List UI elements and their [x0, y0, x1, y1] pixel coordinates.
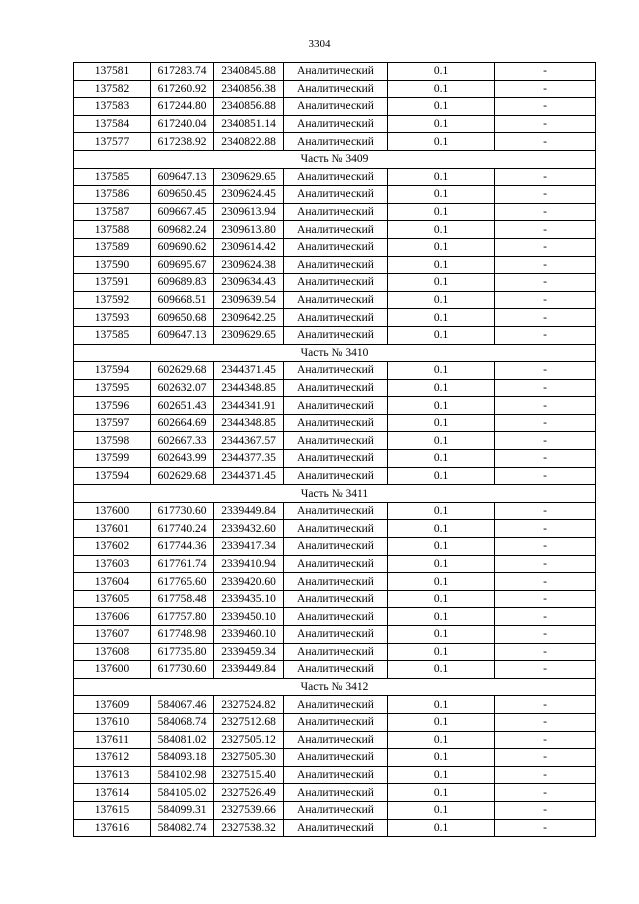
y-coordinate-cell: 2344348.85 — [214, 414, 284, 432]
x-coordinate-cell: 617758.48 — [151, 590, 214, 608]
accuracy-cell: 0.1 — [388, 274, 495, 292]
accuracy-cell: 0.1 — [388, 450, 495, 468]
x-coordinate-cell: 584068.74 — [151, 713, 214, 731]
note-cell: - — [495, 696, 596, 714]
y-coordinate-cell: 2309629.65 — [214, 168, 284, 186]
x-coordinate-cell: 609668.51 — [151, 291, 214, 309]
table-row — [74, 608, 596, 626]
table-row — [74, 450, 596, 468]
y-coordinate-cell: 2309639.54 — [214, 291, 284, 309]
x-coordinate-cell: 617740.24 — [151, 520, 214, 538]
y-coordinate-cell: 2309624.38 — [214, 256, 284, 274]
x-coordinate-cell: 617757.80 — [151, 608, 214, 626]
accuracy-cell: 0.1 — [388, 538, 495, 556]
y-coordinate-cell: 2309634.43 — [214, 274, 284, 292]
table-row — [74, 766, 596, 784]
note-cell: - — [495, 274, 596, 292]
method-cell: Аналитический — [284, 801, 388, 819]
note-cell: - — [495, 168, 596, 186]
y-coordinate-cell: 2309642.25 — [214, 309, 284, 327]
x-coordinate-cell: 609695.67 — [151, 256, 214, 274]
note-cell: - — [495, 432, 596, 450]
x-coordinate-cell: 609647.13 — [151, 326, 214, 344]
y-coordinate-cell: 2327515.40 — [214, 766, 284, 784]
x-coordinate-cell: 617238.92 — [151, 133, 214, 151]
accuracy-cell: 0.1 — [388, 63, 495, 81]
table-row — [74, 590, 596, 608]
section-title: Часть № 3411 — [74, 485, 596, 503]
note-cell: - — [495, 626, 596, 644]
x-coordinate-cell: 602629.68 — [151, 362, 214, 380]
method-cell: Аналитический — [284, 643, 388, 661]
table-row — [74, 186, 596, 204]
accuracy-cell: 0.1 — [388, 238, 495, 256]
method-cell: Аналитический — [284, 608, 388, 626]
point-id-cell: 137607 — [74, 626, 151, 644]
section-header-row — [74, 678, 596, 696]
table-row — [74, 626, 596, 644]
x-coordinate-cell: 617744.36 — [151, 538, 214, 556]
table-row — [74, 643, 596, 661]
point-id-cell: 137613 — [74, 766, 151, 784]
note-cell: - — [495, 731, 596, 749]
method-cell: Аналитический — [284, 379, 388, 397]
x-coordinate-cell: 602632.07 — [151, 379, 214, 397]
point-id-cell: 137598 — [74, 432, 151, 450]
point-id-cell: 137586 — [74, 186, 151, 204]
accuracy-cell: 0.1 — [388, 801, 495, 819]
accuracy-cell: 0.1 — [388, 555, 495, 573]
y-coordinate-cell: 2327524.82 — [214, 696, 284, 714]
method-cell: Аналитический — [284, 115, 388, 133]
method-cell: Аналитический — [284, 291, 388, 309]
method-cell: Аналитический — [284, 397, 388, 415]
x-coordinate-cell: 584081.02 — [151, 731, 214, 749]
note-cell: - — [495, 256, 596, 274]
point-id-cell: 137600 — [74, 661, 151, 679]
section-header-row — [74, 485, 596, 503]
table-row — [74, 713, 596, 731]
method-cell: Аналитический — [284, 221, 388, 239]
point-id-cell: 137595 — [74, 379, 151, 397]
point-id-cell: 137597 — [74, 414, 151, 432]
accuracy-cell: 0.1 — [388, 115, 495, 133]
point-id-cell: 137584 — [74, 115, 151, 133]
accuracy-cell: 0.1 — [388, 414, 495, 432]
accuracy-cell: 0.1 — [388, 80, 495, 98]
y-coordinate-cell: 2327538.32 — [214, 819, 284, 837]
x-coordinate-cell: 617730.60 — [151, 661, 214, 679]
y-coordinate-cell: 2344377.35 — [214, 450, 284, 468]
method-cell: Аналитический — [284, 573, 388, 591]
note-cell: - — [495, 467, 596, 485]
table-row — [74, 538, 596, 556]
note-cell: - — [495, 590, 596, 608]
method-cell: Аналитический — [284, 749, 388, 767]
accuracy-cell: 0.1 — [388, 819, 495, 837]
point-id-cell: 137616 — [74, 819, 151, 837]
accuracy-cell: 0.1 — [388, 98, 495, 116]
accuracy-cell: 0.1 — [388, 221, 495, 239]
x-coordinate-cell: 584099.31 — [151, 801, 214, 819]
x-coordinate-cell: 602629.68 — [151, 467, 214, 485]
accuracy-cell: 0.1 — [388, 573, 495, 591]
point-id-cell: 137596 — [74, 397, 151, 415]
y-coordinate-cell: 2327505.12 — [214, 731, 284, 749]
method-cell: Аналитический — [284, 414, 388, 432]
table-row — [74, 801, 596, 819]
table-row — [74, 326, 596, 344]
accuracy-cell: 0.1 — [388, 731, 495, 749]
x-coordinate-cell: 602643.99 — [151, 450, 214, 468]
accuracy-cell: 0.1 — [388, 256, 495, 274]
note-cell: - — [495, 186, 596, 204]
method-cell: Аналитический — [284, 696, 388, 714]
note-cell: - — [495, 379, 596, 397]
x-coordinate-cell: 584102.98 — [151, 766, 214, 784]
method-cell: Аналитический — [284, 432, 388, 450]
note-cell: - — [495, 203, 596, 221]
note-cell: - — [495, 608, 596, 626]
y-coordinate-cell: 2339417.34 — [214, 538, 284, 556]
y-coordinate-cell: 2309613.94 — [214, 203, 284, 221]
y-coordinate-cell: 2340822.88 — [214, 133, 284, 151]
point-id-cell: 137606 — [74, 608, 151, 626]
accuracy-cell: 0.1 — [388, 133, 495, 151]
method-cell: Аналитический — [284, 362, 388, 380]
method-cell: Аналитический — [284, 731, 388, 749]
note-cell: - — [495, 362, 596, 380]
point-id-cell: 137614 — [74, 784, 151, 802]
x-coordinate-cell: 584105.02 — [151, 784, 214, 802]
accuracy-cell: 0.1 — [388, 432, 495, 450]
y-coordinate-cell: 2344367.57 — [214, 432, 284, 450]
method-cell: Аналитический — [284, 626, 388, 644]
table-row — [74, 203, 596, 221]
y-coordinate-cell: 2339449.84 — [214, 661, 284, 679]
method-cell: Аналитический — [284, 203, 388, 221]
method-cell: Аналитический — [284, 186, 388, 204]
note-cell: - — [495, 555, 596, 573]
note-cell: - — [495, 819, 596, 837]
section-header-row — [74, 344, 596, 362]
y-coordinate-cell: 2340856.88 — [214, 98, 284, 116]
method-cell: Аналитический — [284, 784, 388, 802]
accuracy-cell: 0.1 — [388, 186, 495, 204]
table-row — [74, 555, 596, 573]
note-cell: - — [495, 309, 596, 327]
point-id-cell: 137577 — [74, 133, 151, 151]
note-cell: - — [495, 784, 596, 802]
point-id-cell: 137590 — [74, 256, 151, 274]
y-coordinate-cell: 2339410.94 — [214, 555, 284, 573]
table-row — [74, 432, 596, 450]
table-row — [74, 379, 596, 397]
accuracy-cell: 0.1 — [388, 362, 495, 380]
note-cell: - — [495, 573, 596, 591]
table-row — [74, 80, 596, 98]
point-id-cell: 137601 — [74, 520, 151, 538]
y-coordinate-cell: 2309629.65 — [214, 326, 284, 344]
accuracy-cell: 0.1 — [388, 749, 495, 767]
accuracy-cell: 0.1 — [388, 467, 495, 485]
accuracy-cell: 0.1 — [388, 502, 495, 520]
y-coordinate-cell: 2309614.42 — [214, 238, 284, 256]
y-coordinate-cell: 2327505.30 — [214, 749, 284, 767]
table-row — [74, 274, 596, 292]
x-coordinate-cell: 609690.62 — [151, 238, 214, 256]
table-row — [74, 291, 596, 309]
point-id-cell: 137608 — [74, 643, 151, 661]
note-cell: - — [495, 414, 596, 432]
table-row — [74, 819, 596, 837]
y-coordinate-cell: 2327539.66 — [214, 801, 284, 819]
table-row — [74, 784, 596, 802]
accuracy-cell: 0.1 — [388, 309, 495, 327]
method-cell: Аналитический — [284, 555, 388, 573]
method-cell: Аналитический — [284, 502, 388, 520]
note-cell: - — [495, 520, 596, 538]
section-title: Часть № 3410 — [74, 344, 596, 362]
x-coordinate-cell: 584067.46 — [151, 696, 214, 714]
table-row — [74, 98, 596, 116]
table-row — [74, 414, 596, 432]
method-cell: Аналитический — [284, 168, 388, 186]
method-cell: Аналитический — [284, 274, 388, 292]
accuracy-cell: 0.1 — [388, 520, 495, 538]
x-coordinate-cell: 617735.80 — [151, 643, 214, 661]
section-title: Часть № 3409 — [74, 150, 596, 168]
accuracy-cell: 0.1 — [388, 784, 495, 802]
method-cell: Аналитический — [284, 819, 388, 837]
table-row — [74, 256, 596, 274]
note-cell: - — [495, 749, 596, 767]
accuracy-cell: 0.1 — [388, 397, 495, 415]
note-cell: - — [495, 326, 596, 344]
method-cell: Аналитический — [284, 63, 388, 81]
point-id-cell: 137604 — [74, 573, 151, 591]
x-coordinate-cell: 617283.74 — [151, 63, 214, 81]
point-id-cell: 137582 — [74, 80, 151, 98]
point-id-cell: 137611 — [74, 731, 151, 749]
method-cell: Аналитический — [284, 133, 388, 151]
y-coordinate-cell: 2340845.88 — [214, 63, 284, 81]
table-row — [74, 238, 596, 256]
table-row — [74, 661, 596, 679]
x-coordinate-cell: 584082.74 — [151, 819, 214, 837]
table-row — [74, 573, 596, 591]
y-coordinate-cell: 2339420.60 — [214, 573, 284, 591]
x-coordinate-cell: 617761.74 — [151, 555, 214, 573]
point-id-cell: 137612 — [74, 749, 151, 767]
y-coordinate-cell: 2339459.34 — [214, 643, 284, 661]
method-cell: Аналитический — [284, 309, 388, 327]
note-cell: - — [495, 397, 596, 415]
point-id-cell: 137585 — [74, 326, 151, 344]
note-cell: - — [495, 221, 596, 239]
x-coordinate-cell: 617748.98 — [151, 626, 214, 644]
accuracy-cell: 0.1 — [388, 713, 495, 731]
method-cell: Аналитический — [284, 80, 388, 98]
coordinates-table — [73, 62, 596, 837]
x-coordinate-cell: 609667.45 — [151, 203, 214, 221]
point-id-cell: 137605 — [74, 590, 151, 608]
accuracy-cell: 0.1 — [388, 766, 495, 784]
method-cell: Аналитический — [284, 661, 388, 679]
x-coordinate-cell: 609650.68 — [151, 309, 214, 327]
table-row — [74, 467, 596, 485]
accuracy-cell: 0.1 — [388, 203, 495, 221]
x-coordinate-cell: 602667.33 — [151, 432, 214, 450]
method-cell: Аналитический — [284, 520, 388, 538]
y-coordinate-cell: 2339449.84 — [214, 502, 284, 520]
note-cell: - — [495, 766, 596, 784]
method-cell: Аналитический — [284, 467, 388, 485]
y-coordinate-cell: 2344341.91 — [214, 397, 284, 415]
section-header-row — [74, 150, 596, 168]
note-cell: - — [495, 538, 596, 556]
table-row — [74, 63, 596, 81]
note-cell: - — [495, 801, 596, 819]
point-id-cell: 137615 — [74, 801, 151, 819]
y-coordinate-cell: 2344371.45 — [214, 362, 284, 380]
x-coordinate-cell: 609689.83 — [151, 274, 214, 292]
y-coordinate-cell: 2340851.14 — [214, 115, 284, 133]
x-coordinate-cell: 609682.24 — [151, 221, 214, 239]
y-coordinate-cell: 2327526.49 — [214, 784, 284, 802]
point-id-cell: 137594 — [74, 467, 151, 485]
method-cell: Аналитический — [284, 256, 388, 274]
y-coordinate-cell: 2309624.45 — [214, 186, 284, 204]
method-cell: Аналитический — [284, 450, 388, 468]
table-row — [74, 168, 596, 186]
point-id-cell: 137603 — [74, 555, 151, 573]
x-coordinate-cell: 584093.18 — [151, 749, 214, 767]
x-coordinate-cell: 602651.43 — [151, 397, 214, 415]
note-cell: - — [495, 98, 596, 116]
table-row — [74, 520, 596, 538]
y-coordinate-cell: 2344348.85 — [214, 379, 284, 397]
x-coordinate-cell: 609650.45 — [151, 186, 214, 204]
point-id-cell: 137581 — [74, 63, 151, 81]
method-cell: Аналитический — [284, 238, 388, 256]
point-id-cell: 137610 — [74, 713, 151, 731]
point-id-cell: 137600 — [74, 502, 151, 520]
x-coordinate-cell: 617244.80 — [151, 98, 214, 116]
accuracy-cell: 0.1 — [388, 168, 495, 186]
accuracy-cell: 0.1 — [388, 590, 495, 608]
accuracy-cell: 0.1 — [388, 379, 495, 397]
section-title: Часть № 3412 — [74, 678, 596, 696]
x-coordinate-cell: 602664.69 — [151, 414, 214, 432]
accuracy-cell: 0.1 — [388, 326, 495, 344]
y-coordinate-cell: 2327512.68 — [214, 713, 284, 731]
table-row — [74, 397, 596, 415]
point-id-cell: 137593 — [74, 309, 151, 327]
method-cell: Аналитический — [284, 766, 388, 784]
table-row — [74, 221, 596, 239]
point-id-cell: 137592 — [74, 291, 151, 309]
accuracy-cell: 0.1 — [388, 643, 495, 661]
accuracy-cell: 0.1 — [388, 661, 495, 679]
note-cell: - — [495, 238, 596, 256]
point-id-cell: 137591 — [74, 274, 151, 292]
x-coordinate-cell: 617240.04 — [151, 115, 214, 133]
y-coordinate-cell: 2340856.38 — [214, 80, 284, 98]
table-row — [74, 731, 596, 749]
note-cell: - — [495, 643, 596, 661]
y-coordinate-cell: 2344371.45 — [214, 467, 284, 485]
method-cell: Аналитический — [284, 98, 388, 116]
note-cell: - — [495, 291, 596, 309]
y-coordinate-cell: 2309613.80 — [214, 221, 284, 239]
table-row — [74, 749, 596, 767]
note-cell: - — [495, 502, 596, 520]
point-id-cell: 137609 — [74, 696, 151, 714]
point-id-cell: 137594 — [74, 362, 151, 380]
x-coordinate-cell: 617730.60 — [151, 502, 214, 520]
accuracy-cell: 0.1 — [388, 608, 495, 626]
y-coordinate-cell: 2339460.10 — [214, 626, 284, 644]
point-id-cell: 137583 — [74, 98, 151, 116]
coordinates-table-body — [74, 63, 596, 837]
x-coordinate-cell: 617260.92 — [151, 80, 214, 98]
table-row — [74, 502, 596, 520]
method-cell: Аналитический — [284, 590, 388, 608]
note-cell: - — [495, 63, 596, 81]
y-coordinate-cell: 2339450.10 — [214, 608, 284, 626]
accuracy-cell: 0.1 — [388, 626, 495, 644]
y-coordinate-cell: 2339432.60 — [214, 520, 284, 538]
table-row — [74, 115, 596, 133]
table-row — [74, 362, 596, 380]
accuracy-cell: 0.1 — [388, 696, 495, 714]
y-coordinate-cell: 2339435.10 — [214, 590, 284, 608]
table-row — [74, 133, 596, 151]
page-number: 3304 — [308, 38, 331, 50]
note-cell: - — [495, 661, 596, 679]
point-id-cell: 137589 — [74, 238, 151, 256]
note-cell: - — [495, 450, 596, 468]
method-cell: Аналитический — [284, 326, 388, 344]
x-coordinate-cell: 617765.60 — [151, 573, 214, 591]
point-id-cell: 137585 — [74, 168, 151, 186]
table-row — [74, 696, 596, 714]
table-row — [74, 309, 596, 327]
note-cell: - — [495, 80, 596, 98]
point-id-cell: 137588 — [74, 221, 151, 239]
x-coordinate-cell: 609647.13 — [151, 168, 214, 186]
point-id-cell: 137602 — [74, 538, 151, 556]
method-cell: Аналитический — [284, 713, 388, 731]
note-cell: - — [495, 713, 596, 731]
accuracy-cell: 0.1 — [388, 291, 495, 309]
method-cell: Аналитический — [284, 538, 388, 556]
note-cell: - — [495, 115, 596, 133]
note-cell: - — [495, 133, 596, 151]
point-id-cell: 137587 — [74, 203, 151, 221]
point-id-cell: 137599 — [74, 450, 151, 468]
